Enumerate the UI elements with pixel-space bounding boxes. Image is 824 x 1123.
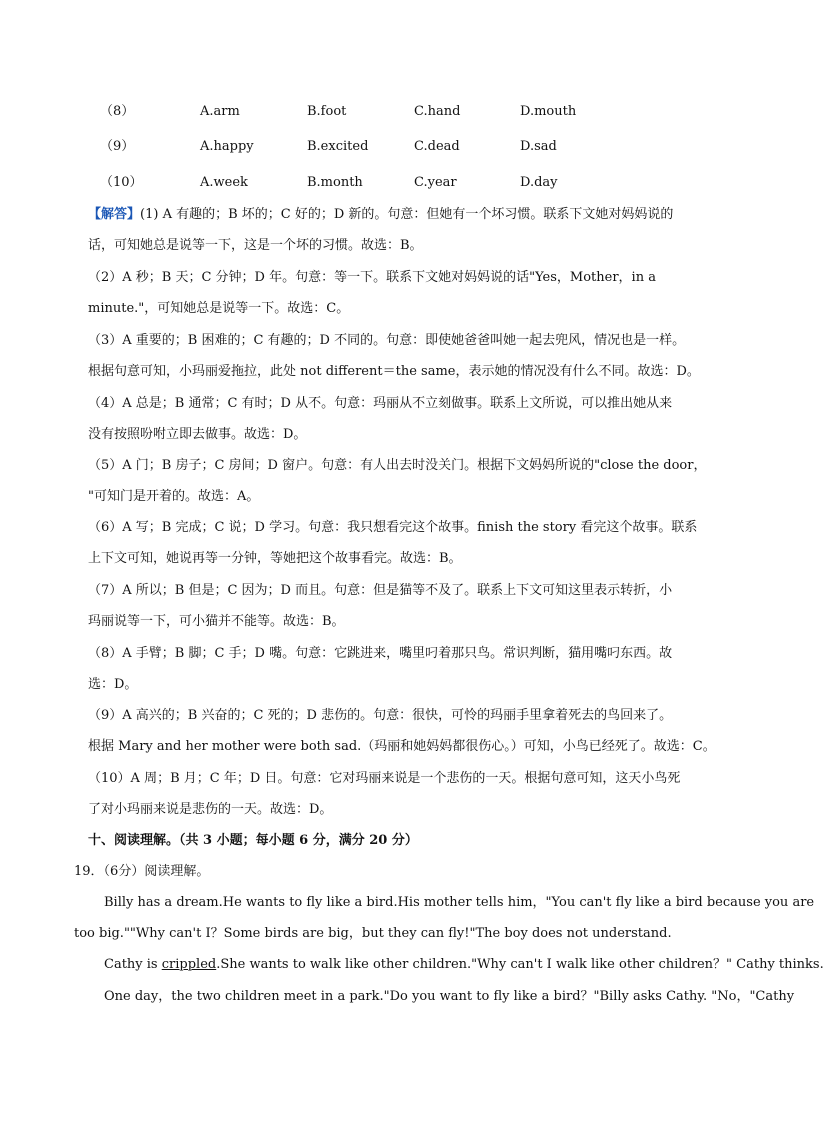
answer-line: （10）A 周；B 月；C 年；D 日。句意：它对玛丽来说是一个悲伤的一天。根据句意可知，这天小鸟死	[88, 771, 681, 786]
answer-line: "可知门是开着的。故选：A。	[88, 489, 260, 504]
answer-line: （3）A 重要的；B 困难的；C 有趣的；D 不同的。句意：即使她爸爸叫她一起去兜风，情况也是一样。	[88, 333, 686, 348]
answer-line: 选：D。	[88, 677, 138, 692]
option-number: （9）	[100, 139, 135, 154]
passage-line: One day，the two children meet in a park."Do you want to fly like a bird？"Billy asks Cathy. "No，"Cathy	[104, 989, 795, 1004]
answer-text: (1) A 有趣的；B 坏的；C 好的；D 新的。句意：但她有一个坏习惯。联系下文她对妈妈说的	[140, 207, 674, 222]
answer-line: 话，可知她总是说等一下，这是一个坏的习惯。故选：B。	[88, 238, 423, 253]
answer-line: 没有按照吩咐立即去做事。故选：D。	[88, 427, 307, 442]
option-b: B.month	[307, 175, 363, 190]
option-d: D.mouth	[520, 104, 577, 119]
option-b: B.excited	[307, 139, 369, 154]
answer-line: （6）A 写；B 完成；C 说；D 学习。句意：我只想看完这个故事。finish the story 看完这个故事。联系	[88, 520, 698, 535]
option-a: A.arm	[200, 104, 240, 119]
passage-line: Billy has a dream.He wants to fly like a bird.His mother tells him，"You can't fly like a bird because you are	[104, 895, 815, 910]
answer-line: 根据 Mary and her mother were both sad.（玛丽和她妈妈都很伤心。）可知，小鸟已经死了。故选：C。	[88, 739, 716, 754]
section-title: 十、阅读理解。（共 3 小题；每小题 6 分，满分 20 分）	[88, 833, 418, 848]
answer-line: 了对小玛丽来说是悲伤的一天。故选：D。	[88, 802, 333, 817]
option-row-9	[0, 137, 794, 157]
option-row-8	[0, 102, 794, 122]
answer-line: （9）A 高兴的；B 兴奋的；C 死的；D 悲伤的。句意：很快，可怜的玛丽手里拿着死去的鸟回来了。	[88, 708, 673, 723]
option-b: B.foot	[307, 104, 347, 119]
question-heading: 19．（6分）阅读理解。	[74, 864, 210, 879]
answer-line: 上下文可知，她说再等一分钟，等她把这个故事看完。故选：B。	[88, 551, 462, 566]
option-d: D.day	[520, 175, 558, 190]
passage-line	[104, 955, 824, 975]
option-c: C.hand	[414, 104, 461, 119]
passage-line: too big.""Why can't I？Some birds are big，but they can fly!"The boy does not understand.	[74, 926, 672, 941]
answer-line: （7）A 所以；B 但是；C 因为；D 而且。句意：但是猫等不及了。联系上下文可知这里表示转折，小	[88, 583, 673, 598]
option-number: （10）	[100, 175, 143, 190]
passage-text: .She wants to walk like other children."Why can't I walk like other children？" Cathy thinks.	[216, 957, 824, 972]
answer-line	[88, 205, 728, 225]
answer-line: minute."，可知她总是说等一下。故选：C。	[88, 301, 350, 316]
answer-line: （4）A 总是；B 通常；C 有时；D 从不。句意：玛丽从不立刻做事。联系上文所说，可以推出她从来	[88, 396, 673, 411]
answer-line: 根据句意可知，小玛丽爱拖拉，此处 not different＝the same，表示她的情况没有什么不同。故选：D。	[88, 364, 700, 379]
option-c: C.dead	[414, 139, 460, 154]
option-a: A.happy	[200, 139, 254, 154]
option-d: D.sad	[520, 139, 557, 154]
passage-text: Cathy is	[104, 957, 162, 972]
answer-line: （2）A 秒；B 天；C 分钟；D 年。句意：等一下。联系下文她对妈妈说的话"Yes，Mother，in a	[88, 270, 656, 285]
option-c: C.year	[414, 175, 457, 190]
option-number: （8）	[100, 104, 135, 119]
answer-tag: 【解答】	[88, 207, 141, 222]
answer-line: （8）A 手臂；B 脚；C 手；D 嘴。句意：它跳进来，嘴里叼着那只鸟。常识判断，猫用嘴叼东西。故	[88, 646, 673, 661]
option-a: A.week	[200, 175, 248, 190]
underlined-word: crippled	[161, 957, 217, 972]
option-row-10	[0, 173, 794, 193]
answer-line: （5）A 门；B 房子；C 房间；D 窗户。句意：有人出去时没关门。根据下文妈妈所说的"close the door，	[88, 458, 707, 473]
answer-line: 玛丽说等一下，可小猫并不能等。故选：B。	[88, 614, 345, 629]
